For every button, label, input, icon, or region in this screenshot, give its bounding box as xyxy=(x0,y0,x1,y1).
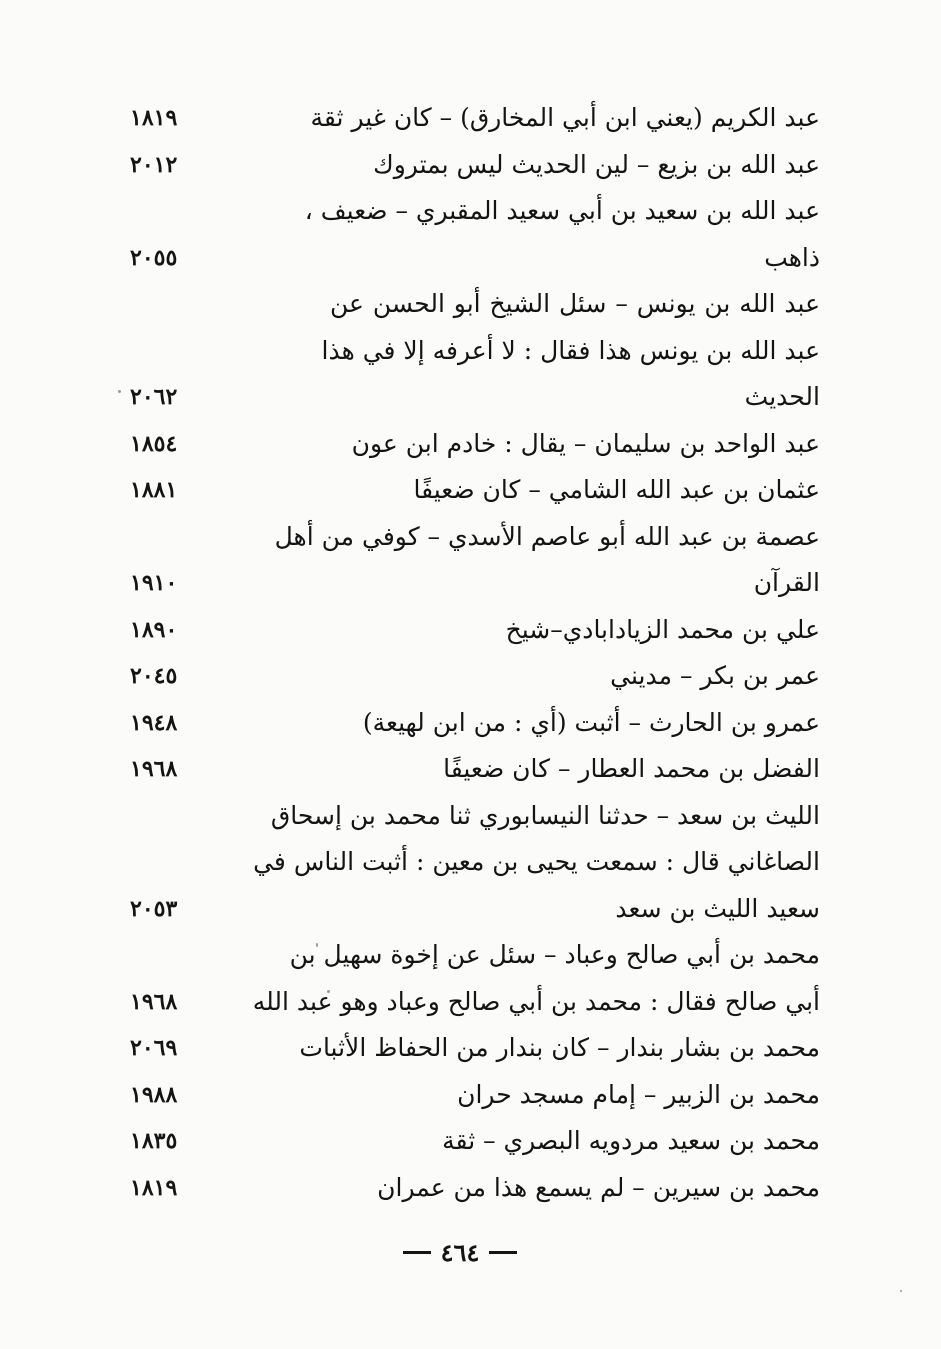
index-line xyxy=(120,700,820,747)
entry-text: الليث بن سعد – حدثنا النيسابوري ثنا محمد بن إسحاق xyxy=(270,800,820,830)
entry-text: محمد بن الزبير – إمام مسجد حران xyxy=(457,1079,820,1109)
index-line xyxy=(120,142,820,189)
entry-text: عبد الله بن بزيع – لين الحديث ليس بمتروك xyxy=(373,149,820,179)
index-line xyxy=(120,1072,820,1119)
footer-dash-left xyxy=(403,1251,431,1254)
index-line xyxy=(120,746,820,793)
entry-number: ٢٠٥٣ xyxy=(130,895,178,922)
entry-text: محمد بن سيرين – لم يسمع هذا من عمران xyxy=(377,1172,820,1202)
entry-number: ١٨٨١ xyxy=(130,477,178,503)
entry-number: ٢٠٦٩ xyxy=(130,1035,178,1061)
index-line xyxy=(120,328,820,375)
entry-number: ١٩٨٨ xyxy=(130,1081,178,1108)
entry-number: ٢٠٤٥ xyxy=(130,663,178,689)
entry-text: محمد بن أبي صالح وعباد – سئل عن إخوة سهيل بن xyxy=(289,940,820,969)
entry-number: ٢٠١٢ xyxy=(130,151,178,178)
entry-number: ١٩١٠ xyxy=(130,570,178,596)
entry-text: الفضل بن محمد العطار – كان ضعيفًا xyxy=(443,754,820,783)
index-line xyxy=(120,653,820,700)
entry-text: عصمة بن عبد الله أبو عاصم الأسدي – كوفي من أهل xyxy=(274,521,820,551)
entry-number: ٢٠٦٢ xyxy=(130,384,178,410)
entry-number: ١٨٣٥ xyxy=(130,1128,178,1154)
index-line xyxy=(120,95,820,142)
index-line xyxy=(120,839,820,886)
entry-text: عمرو بن الحارث – أثبت (أي : من ابن لهيعة) xyxy=(362,707,820,737)
index-line xyxy=(120,514,820,561)
index-line xyxy=(120,1118,820,1165)
entry-text: ذاهب xyxy=(764,242,820,272)
entry-text: الصاغاني قال : سمعت يحيى بن معين : أثبت الناس في xyxy=(253,847,820,876)
index-line xyxy=(120,886,820,933)
index-line xyxy=(120,188,820,235)
entry-number: ١٩٤٨ xyxy=(130,709,178,736)
index-line xyxy=(120,1165,820,1212)
index-line xyxy=(120,281,820,328)
index-line xyxy=(120,932,820,979)
entry-text: عبد الله بن يونس – سئل الشيخ أبو الحسن عن xyxy=(330,289,820,318)
entry-number: ١٨١٩ xyxy=(130,1174,178,1201)
entry-text: سعيد الليث بن سعد xyxy=(615,893,820,923)
page-footer xyxy=(390,1232,530,1272)
footer-dash-right xyxy=(489,1251,517,1254)
index-line xyxy=(120,235,820,282)
index-line xyxy=(120,374,820,421)
index-line xyxy=(120,421,820,468)
entry-text: عبد الله بن يونس هذا فقال : لا أعرفه إلا في هذا xyxy=(321,335,820,365)
entry-text: عبد الله بن سعيد بن أبي سعيد المقبري – ضعيف ، xyxy=(304,196,820,225)
index-line xyxy=(120,793,820,840)
entry-number: ١٩٦٨ xyxy=(130,988,178,1015)
entry-number: ١٩٦٨ xyxy=(130,756,178,782)
entry-number: ١٨٥٤ xyxy=(130,430,178,457)
entry-text: أبي صالح فقال : محمد بن أبي صالح وعباد وهو عبد الله xyxy=(252,986,820,1016)
index-line xyxy=(120,560,820,607)
entry-text: عمر بن بكر – مديني xyxy=(610,661,820,690)
index-line xyxy=(120,979,820,1026)
entry-number: ٢٠٥٥ xyxy=(130,244,178,271)
entry-number: ١٨٩٠ xyxy=(130,616,178,643)
scan-speck xyxy=(900,1290,902,1292)
index-line xyxy=(120,1025,820,1072)
index-line xyxy=(120,467,820,514)
entry-text: محمد بن سعيد مردويه البصري – ثقة xyxy=(442,1126,820,1155)
entry-text: علي بن محمد الزيادابادي–شيخ xyxy=(505,614,820,644)
entry-text: عبد الكريم (يعني ابن أبي المخارق) – كان غير ثقة xyxy=(310,103,820,132)
entry-number: ١٨١٩ xyxy=(130,105,178,131)
entry-text: عبد الواحد بن سليمان – يقال : خادم ابن عون xyxy=(351,428,820,458)
index-line xyxy=(120,607,820,654)
entry-text: القرآن xyxy=(753,568,820,597)
entry-text: الحديث xyxy=(744,382,820,411)
entry-text: عثمان بن عبد الله الشامي – كان ضعيفًا xyxy=(413,475,820,504)
entry-text: محمد بن بشار بندار – كان بندار من الحفاظ الأثبات xyxy=(299,1033,820,1062)
index-entries xyxy=(120,95,820,1211)
page-number: ٤٦٤ xyxy=(440,1237,480,1267)
